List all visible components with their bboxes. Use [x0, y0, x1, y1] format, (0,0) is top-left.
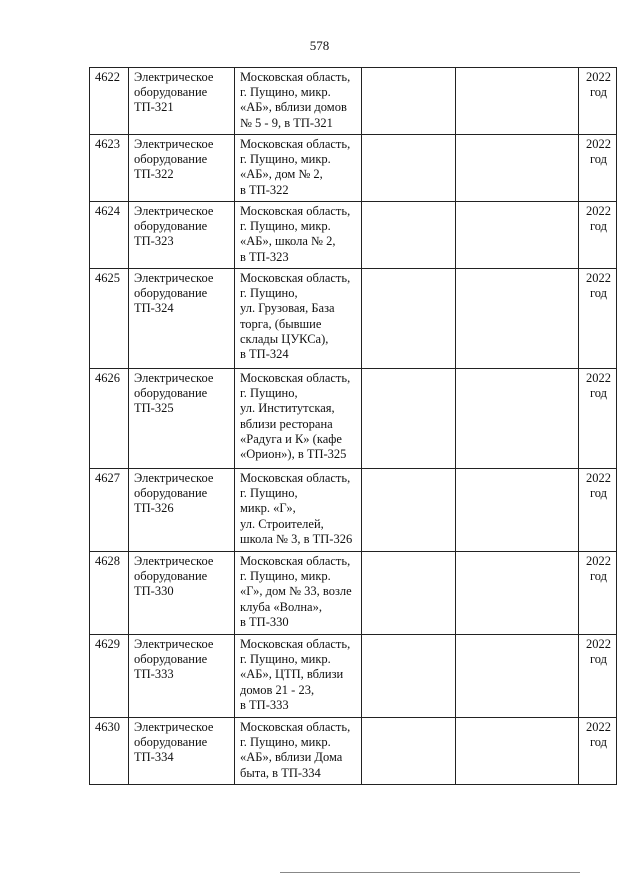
address-line: г. Пущино, микр. [240, 735, 331, 750]
address-line: «Орион»), в ТП-325 [240, 447, 347, 462]
empty-cell [456, 718, 579, 785]
empty-cell [362, 68, 456, 135]
address-line: домов 21 - 23, [240, 682, 315, 697]
address-line: г. Пущино, микр. [240, 652, 331, 667]
year-cell [579, 202, 617, 269]
address-line: в ТП-330 [240, 614, 289, 629]
table-row [90, 202, 617, 269]
object-name-line: Электрическое [134, 371, 214, 385]
year-cell [579, 135, 617, 202]
table-row [90, 469, 617, 552]
address-line: торга, (бывшие [240, 316, 322, 331]
object-name-cell [129, 369, 235, 469]
address-line: Московская область, [240, 471, 351, 485]
row-number-cell: 4629 [90, 635, 129, 718]
object-name-cell [129, 718, 235, 785]
empty-cell [362, 469, 456, 552]
object-name-line: Электрическое [134, 70, 214, 84]
year-cell [579, 718, 617, 785]
year-line: 2022 [586, 637, 611, 651]
year-line: 2022 [586, 204, 611, 218]
object-name-line: оборудование [134, 85, 208, 100]
address-line: в ТП-323 [240, 249, 289, 264]
address-line: Московская область, [240, 371, 351, 385]
empty-cell [456, 202, 579, 269]
object-name-line: ТП-326 [134, 501, 174, 516]
registry-table-body [90, 68, 617, 785]
address-line: в ТП-333 [240, 697, 289, 712]
object-name-line: Электрическое [134, 137, 214, 151]
object-name-line: ТП-323 [134, 234, 174, 249]
address-line: Московская область, [240, 637, 351, 651]
empty-cell [456, 135, 579, 202]
address-cell [235, 552, 362, 635]
address-line: Московская область, [240, 554, 351, 568]
object-name-line: оборудование [134, 386, 208, 401]
row-number-cell: 4625 [90, 269, 129, 369]
object-name-line: Электрическое [134, 204, 214, 218]
address-cell [235, 269, 362, 369]
address-line: «Радуга и К» (кафе [240, 431, 342, 446]
empty-cell [456, 469, 579, 552]
address-line: клуба «Волна», [240, 599, 322, 614]
address-line: Московская область, [240, 137, 351, 151]
object-name-line: оборудование [134, 286, 208, 301]
object-name-line: оборудование [134, 569, 208, 584]
object-name-cell [129, 269, 235, 369]
row-number-cell: 4630 [90, 718, 129, 785]
object-name-line: ТП-322 [134, 167, 174, 182]
address-cell [235, 635, 362, 718]
object-name-cell [129, 469, 235, 552]
empty-cell [362, 269, 456, 369]
year-line: 2022 [586, 554, 611, 568]
empty-cell [362, 718, 456, 785]
year-line: год [589, 386, 608, 401]
object-name-line: оборудование [134, 486, 208, 501]
empty-cell [362, 635, 456, 718]
row-number-cell: 4628 [90, 552, 129, 635]
object-name-line: Электрическое [134, 554, 214, 568]
year-line: 2022 [586, 471, 611, 485]
year-line: год [589, 569, 608, 584]
table-row [90, 718, 617, 785]
address-cell [235, 369, 362, 469]
year-line: 2022 [586, 137, 611, 151]
object-name-cell [129, 135, 235, 202]
address-cell [235, 68, 362, 135]
year-line: 2022 [586, 720, 611, 734]
address-line: «АБ», вблизи Дома [240, 750, 343, 765]
empty-cell [362, 202, 456, 269]
object-name-line: ТП-321 [134, 100, 174, 115]
object-name-line: Электрическое [134, 720, 214, 734]
address-line: микр. «Г», [240, 501, 296, 516]
address-line: г. Пущино, [240, 486, 298, 501]
object-name-line: ТП-334 [134, 750, 174, 765]
object-name-line: оборудование [134, 735, 208, 750]
empty-cell [456, 635, 579, 718]
row-number-cell: 4626 [90, 369, 129, 469]
year-line: год [589, 652, 608, 667]
address-line: Московская область, [240, 204, 351, 218]
table-row [90, 135, 617, 202]
address-cell [235, 718, 362, 785]
address-line: быта, в ТП-334 [240, 765, 321, 780]
year-line: год [589, 152, 608, 167]
empty-cell [362, 135, 456, 202]
address-line: г. Пущино, [240, 286, 298, 301]
object-name-line: оборудование [134, 152, 208, 167]
table-row [90, 68, 617, 135]
row-number-cell: 4623 [90, 135, 129, 202]
address-line: «Г», дом № 33, возле [240, 584, 352, 599]
table-row [90, 552, 617, 635]
address-line: в ТП-324 [240, 347, 289, 362]
table-row [90, 269, 617, 369]
address-line: вблизи ресторана [240, 416, 333, 431]
object-name-line: оборудование [134, 219, 208, 234]
year-cell [579, 552, 617, 635]
bottom-divider [280, 872, 580, 873]
address-line: в ТП-322 [240, 182, 289, 197]
address-line: г. Пущино, [240, 386, 298, 401]
address-line: «АБ», ЦТП, вблизи [240, 667, 344, 682]
empty-cell [362, 369, 456, 469]
address-line: ул. Грузовая, База [240, 301, 335, 316]
address-line: г. Пущино, микр. [240, 569, 331, 584]
address-line: г. Пущино, микр. [240, 219, 331, 234]
object-name-line: Электрическое [134, 637, 214, 651]
address-line: г. Пущино, микр. [240, 152, 331, 167]
object-name-cell [129, 635, 235, 718]
registry-table [89, 67, 617, 785]
address-line: г. Пущино, микр. [240, 85, 331, 100]
empty-cell [362, 552, 456, 635]
address-line: Московская область, [240, 720, 351, 734]
year-cell [579, 369, 617, 469]
row-number-cell: 4627 [90, 469, 129, 552]
address-line: ул. Строителей, [240, 516, 324, 531]
address-cell [235, 135, 362, 202]
object-name-line: ТП-324 [134, 301, 174, 316]
empty-cell [456, 68, 579, 135]
object-name-cell [129, 68, 235, 135]
table-row [90, 369, 617, 469]
year-line: 2022 [586, 371, 611, 385]
year-line: год [589, 286, 608, 301]
year-line: год [589, 735, 608, 750]
year-line: год [589, 219, 608, 234]
object-name-line: Электрическое [134, 471, 214, 485]
row-number-cell: 4622 [90, 68, 129, 135]
address-line: склады ЦУКСа), [240, 331, 329, 346]
address-line: «АБ», дом № 2, [240, 167, 323, 182]
address-line: ул. Институтская, [240, 401, 335, 416]
year-line: год [589, 85, 608, 100]
address-line: «АБ», школа № 2, [240, 234, 336, 249]
year-cell [579, 469, 617, 552]
object-name-line: ТП-333 [134, 667, 174, 682]
year-cell [579, 269, 617, 369]
year-line: год [589, 486, 608, 501]
year-line: 2022 [586, 70, 611, 84]
address-line: Московская область, [240, 70, 351, 84]
object-name-line: оборудование [134, 652, 208, 667]
object-name-cell [129, 202, 235, 269]
object-name-line: ТП-330 [134, 584, 174, 599]
row-number-cell: 4624 [90, 202, 129, 269]
address-line: Московская область, [240, 271, 351, 285]
empty-cell [456, 552, 579, 635]
page-number: 578 [309, 38, 330, 53]
year-cell [579, 635, 617, 718]
year-line: 2022 [586, 271, 611, 285]
empty-cell [456, 269, 579, 369]
object-name-line: Электрическое [134, 271, 214, 285]
year-cell [579, 68, 617, 135]
address-line: № 5 - 9, в ТП-321 [240, 115, 333, 130]
address-line: школа № 3, в ТП-326 [240, 531, 353, 546]
table-row [90, 635, 617, 718]
object-name-cell [129, 552, 235, 635]
address-line: «АБ», вблизи домов [240, 100, 347, 115]
address-cell [235, 469, 362, 552]
object-name-line: ТП-325 [134, 401, 174, 416]
address-cell [235, 202, 362, 269]
empty-cell [456, 369, 579, 469]
